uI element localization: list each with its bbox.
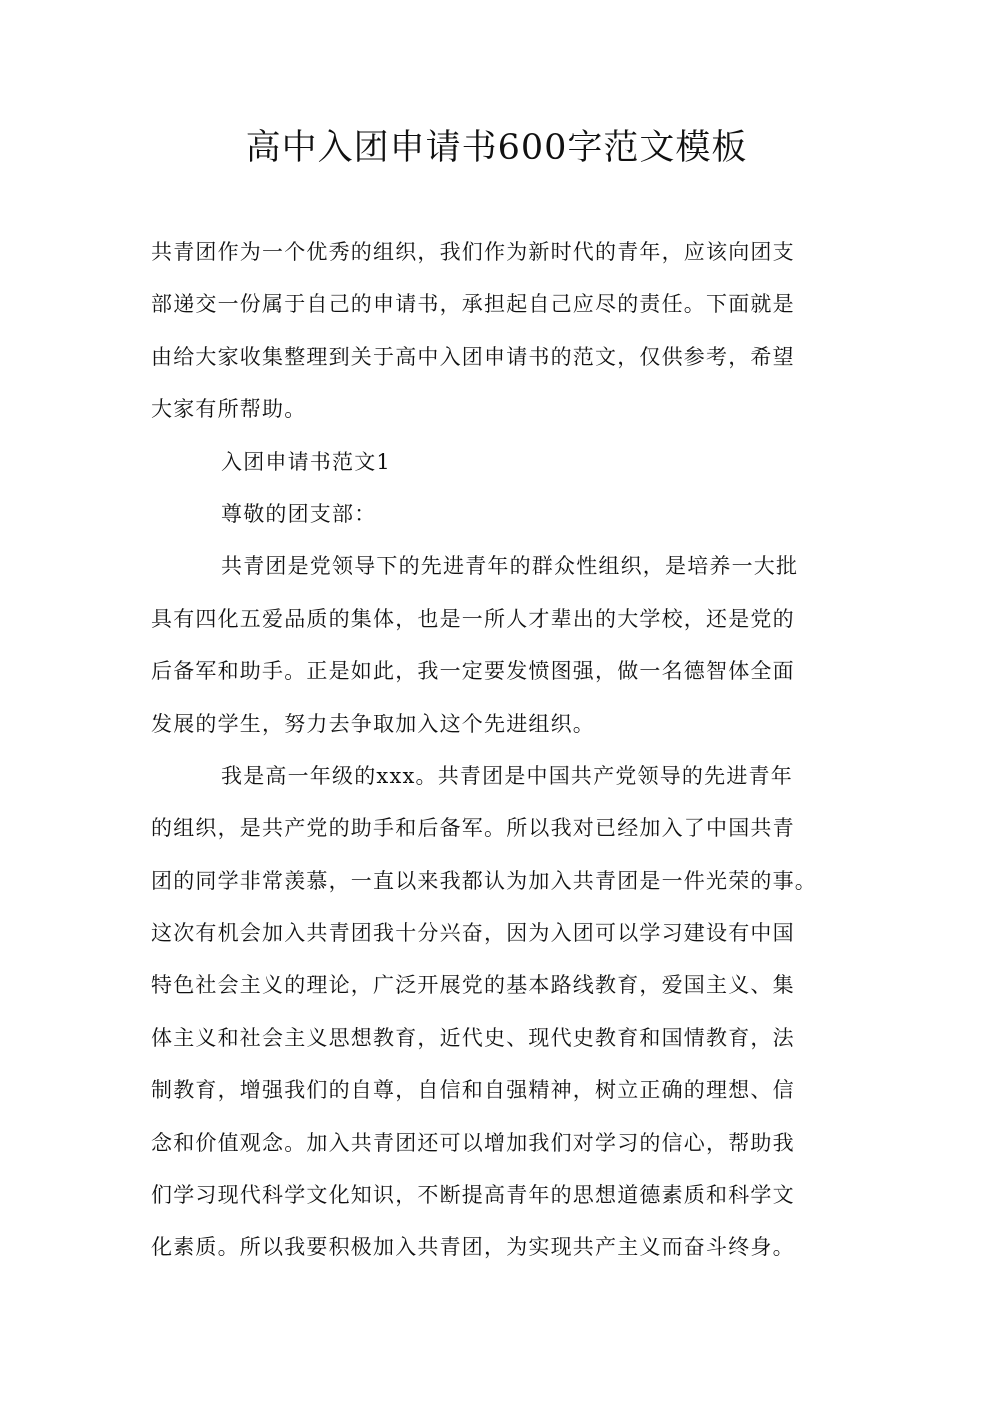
body-line: 共青团作为一个优秀的组织，我们作为新时代的青年，应该向团支 bbox=[151, 240, 795, 264]
body-line: 制教育，增强我们的自尊，自信和自强精神，树立正确的理想、信 bbox=[151, 1078, 795, 1103]
document-title: 高中入团申请书600字范文模板 bbox=[245, 128, 748, 168]
body-line: 念和价值观念。加入共青团还可以增加我们对学习的信心，帮助我 bbox=[151, 1130, 795, 1155]
body-line: 们学习现代科学文化知识，不断提高青年的思想道德素质和科学文 bbox=[151, 1183, 795, 1208]
body-line: 发展的学生，努力去争取加入这个先进组织。 bbox=[151, 711, 595, 736]
body-line: 特色社会主义的理论，广泛开展党的基本路线教育，爱国主义、集 bbox=[151, 973, 795, 998]
body-line: 部递交一份属于自己的申请书，承担起自己应尽的责任。下面就是 bbox=[151, 292, 795, 317]
body-line: 后备军和助手。正是如此，我一定要发愤图强，做一名德智体全面 bbox=[151, 659, 795, 684]
body-line: 团的同学非常羡慕，一直以来我都认为加入共青团是一件光荣的事。 bbox=[151, 868, 817, 893]
body-line: 由给大家收集整理到关于高中入团申请书的范文，仅供参考，希望 bbox=[151, 344, 795, 369]
body-line: 大家有所帮助。 bbox=[151, 397, 307, 422]
section-heading: 入团申请书范文1 bbox=[221, 449, 391, 474]
document-body bbox=[151, 226, 833, 1274]
body-line: 体主义和社会主义思想教育，近代史、现代史教育和国情教育，法 bbox=[151, 1025, 795, 1050]
body-line: 我是高一年级的xxx。共青团是中国共产党领导的先进青年 bbox=[221, 763, 793, 788]
salutation: 尊敬的团支部： bbox=[221, 501, 377, 526]
body-line: 具有四化五爱品质的集体，也是一所人才辈出的大学校，还是党的 bbox=[151, 606, 795, 631]
body-line: 的组织，是共产党的助手和后备军。所以我对已经加入了中国共青 bbox=[151, 816, 795, 841]
body-line: 这次有机会加入共青团我十分兴奋，因为入团可以学习建设有中国 bbox=[151, 921, 795, 946]
body-line: 化素质。所以我要积极加入共青团，为实现共产主义而奋斗终身。 bbox=[151, 1235, 795, 1260]
body-line: 共青团是党领导下的先进青年的群众性组织，是培养一大批 bbox=[221, 554, 799, 579]
